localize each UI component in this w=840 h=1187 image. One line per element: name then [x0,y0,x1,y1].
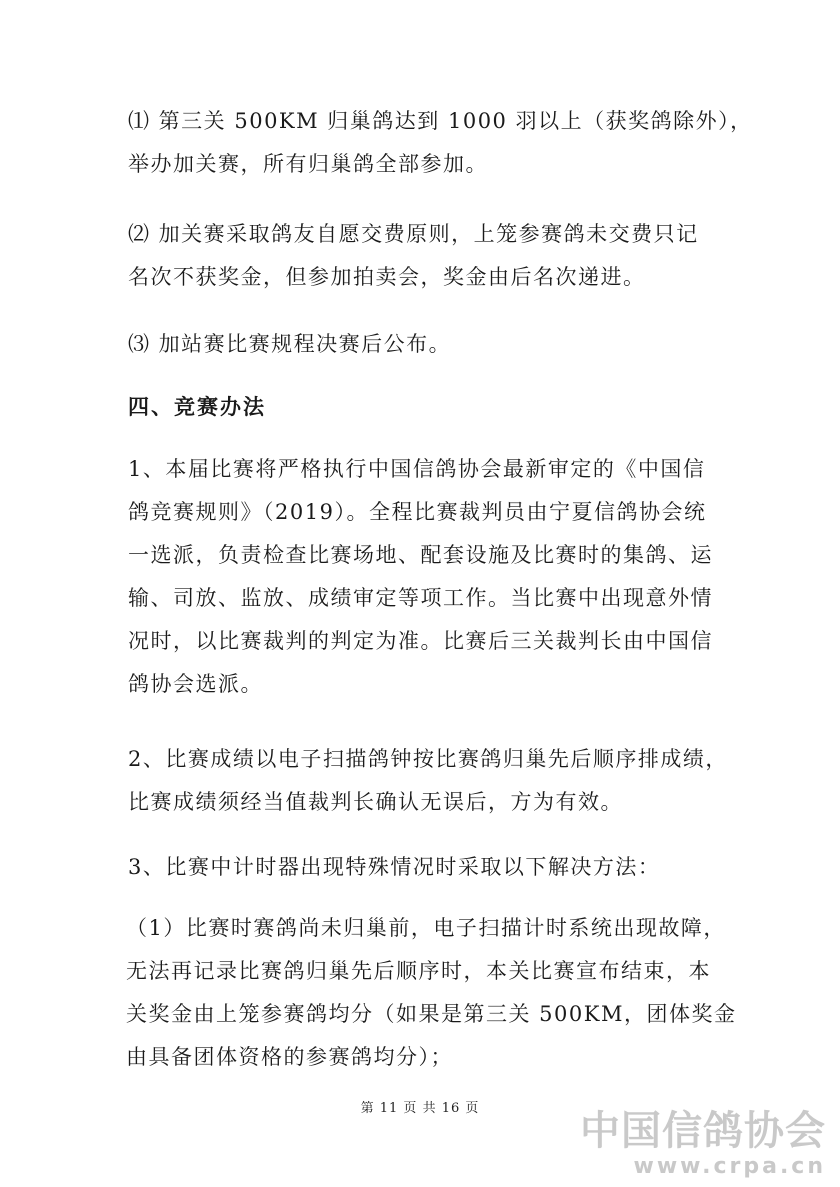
item-3-line: ⑶ 加站赛比赛规程决赛后公布。 [128,332,452,356]
item-2 [128,213,728,299]
rule-3-line: 3、比赛中计时器出现特殊情况时采取以下解决方法： [128,855,661,879]
item-1-line: 举办加关赛，所有归巢鸽全部参加。 [128,152,488,176]
item-1 [128,100,753,186]
rule-3 [128,846,728,889]
rule-1-line: 鸽协会选派。 [128,672,263,696]
page-number-footer: 第 11 页 共 16 页 [360,1101,480,1116]
rule-3-sub-1-line: （1）比赛时赛鸽尚未归巢前，电子扫描计时系统出现故障， [126,916,726,940]
rule-3-sub-1-line: 无法再记录比赛鸽归巢先后顺序时，本关比赛宣布结束，本 [126,959,711,983]
rule-1-line: 一选派，负责检查比赛场地、配套设施及比赛时的集鸽、运 [128,543,713,567]
section-heading-text: 四、竞赛办法 [128,395,266,419]
watermark-name: 中国信鸽协会 [580,1108,826,1154]
rule-2-line: 2、比赛成绩以电子扫描鸽钟按比赛鸽归巢先后顺序排成绩， [128,747,728,771]
item-3 [128,323,728,366]
section-heading [128,386,728,429]
rule-2 [128,738,728,824]
rule-1-line: 鸽竞赛规则》（2019）。全程比赛裁判员由宁夏信鸽协会统 [128,500,707,524]
rule-2-line: 比赛成绩须经当值裁判长确认无误后，方为有效。 [128,790,623,814]
rule-1 [128,448,728,706]
item-2-line: 名次不获奖金，但参加拍卖会，奖金由后名次递进。 [128,265,646,289]
rule-3-sub-1-line: 由具备团体资格的参赛鸽均分）； [126,1045,453,1069]
rule-1-line: 1、本届比赛将严格执行中国信鸽协会最新审定的《中国信 [128,457,706,481]
item-1-line: ⑴ 第三关 500KM 归巢鸽达到 1000 羽以上（获奖鸽除外）， [128,109,753,133]
rule-3-sub-1 [126,907,737,1079]
rule-1-line: 况时，以比赛裁判的判定为准。比赛后三关裁判长由中国信 [128,629,713,653]
rule-1-line: 输、司放、监放、成绩审定等项工作。当比赛中出现意外情 [128,586,713,610]
item-2-line: ⑵ 加关赛采取鸽友自愿交费原则，上笼参赛鸽未交费只记 [128,222,699,246]
rule-3-sub-1-line: 关奖金由上笼参赛鸽均分（如果是第三关 500KM，团体奖金 [126,1002,737,1026]
watermark-url: www.crpa.cn [633,1154,826,1179]
crpa-watermark-logo [580,1108,826,1180]
